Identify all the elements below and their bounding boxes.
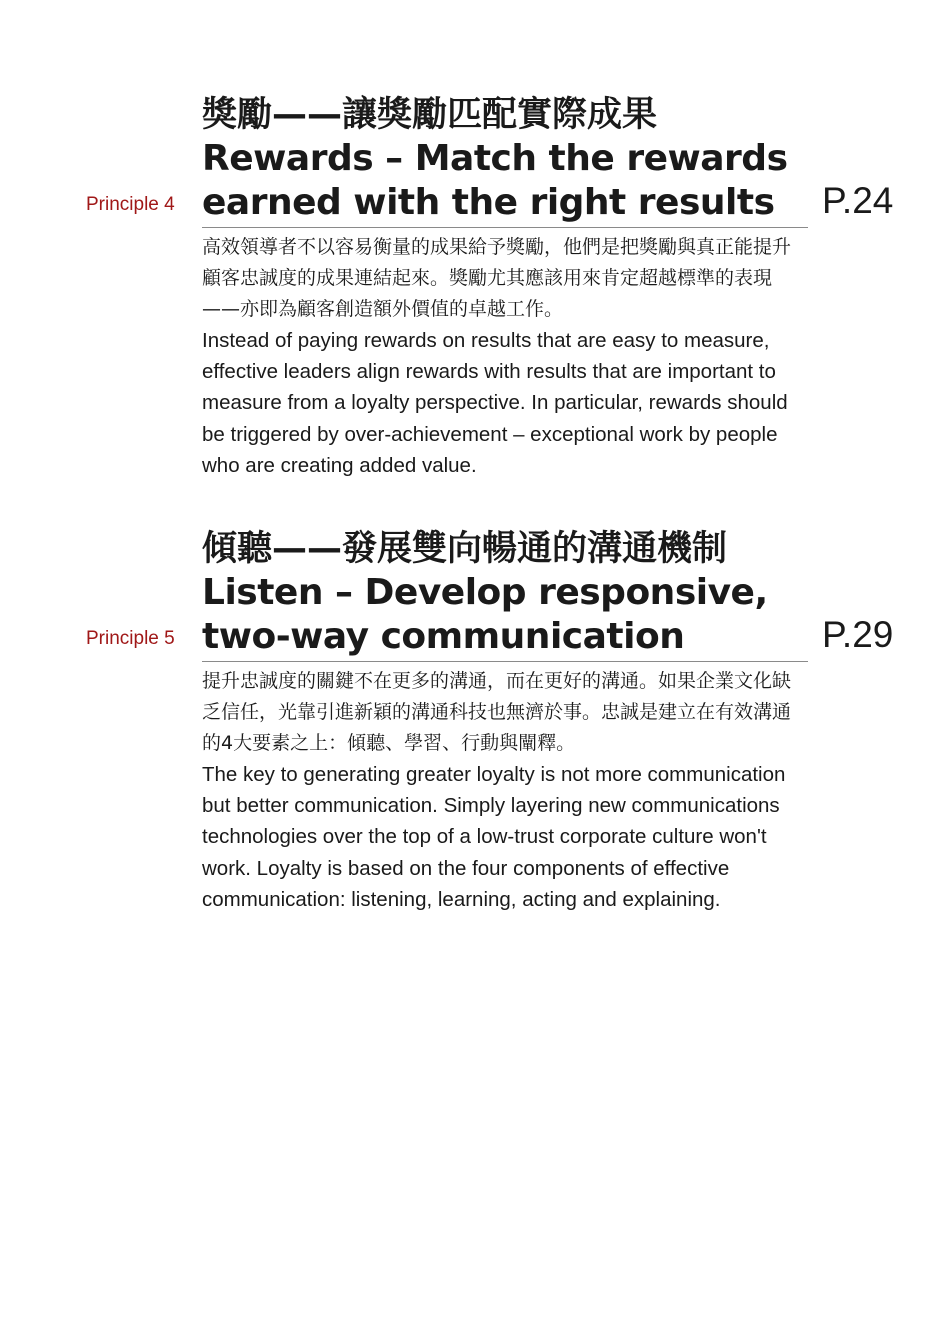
principle-title (202, 93, 808, 225)
principle-body-en: Instead of paying rewards on results that are easy to measure, effective leaders align rewards with results that are important to measure from a loyalty perspective. In particular, rewards should be triggered by over-achievement – exceptional work by people who are creating added value. (202, 329, 788, 477)
divider (202, 227, 808, 228)
principle-title-zh: 獎勵——讓獎勵匹配實際成果 (202, 95, 658, 135)
principle-title-zh: 傾聽——發展雙向暢通的溝通機制 (202, 529, 728, 569)
principle-body-zh: 提升忠誠度的關鍵不在更多的溝通，而在更好的溝通。如果企業文化缺乏信任，光靠引進新穎的溝通科技也無濟於事。忠誠是建立在有效溝通的4大要素之上：傾聽、學習、行動與闡釋。 (202, 670, 792, 754)
principle-body-en: The key to generating greater loyalty is not more communication but better communication. Simply layering new communications technologies over the top of a low-trust corporate culture won't work. Loyalty is based on the four components of effective communication: listening, learning, acting and explaining. (202, 763, 786, 911)
principle-label: Principle 4 (86, 194, 175, 215)
principle-body (202, 666, 808, 915)
principle-title-en: Listen – Develop responsive, two-way communication (202, 572, 768, 657)
page-reference: P.24 (822, 180, 894, 221)
principle-body (202, 232, 808, 481)
divider (202, 661, 808, 662)
principle-title-en: Rewards – Match the rewards earned with the right results (202, 138, 788, 223)
principle-title (202, 527, 808, 659)
page-reference: P.29 (822, 614, 894, 655)
principle-body-zh: 高效領導者不以容易衡量的成果給予獎勵，他們是把獎勵與真正能提升顧客忠誠度的成果連結起來。獎勵尤其應該用來肯定超越標準的表現——亦即為顧客創造額外價值的卓越工作。 (202, 236, 792, 320)
principle-label: Principle 5 (86, 628, 175, 649)
